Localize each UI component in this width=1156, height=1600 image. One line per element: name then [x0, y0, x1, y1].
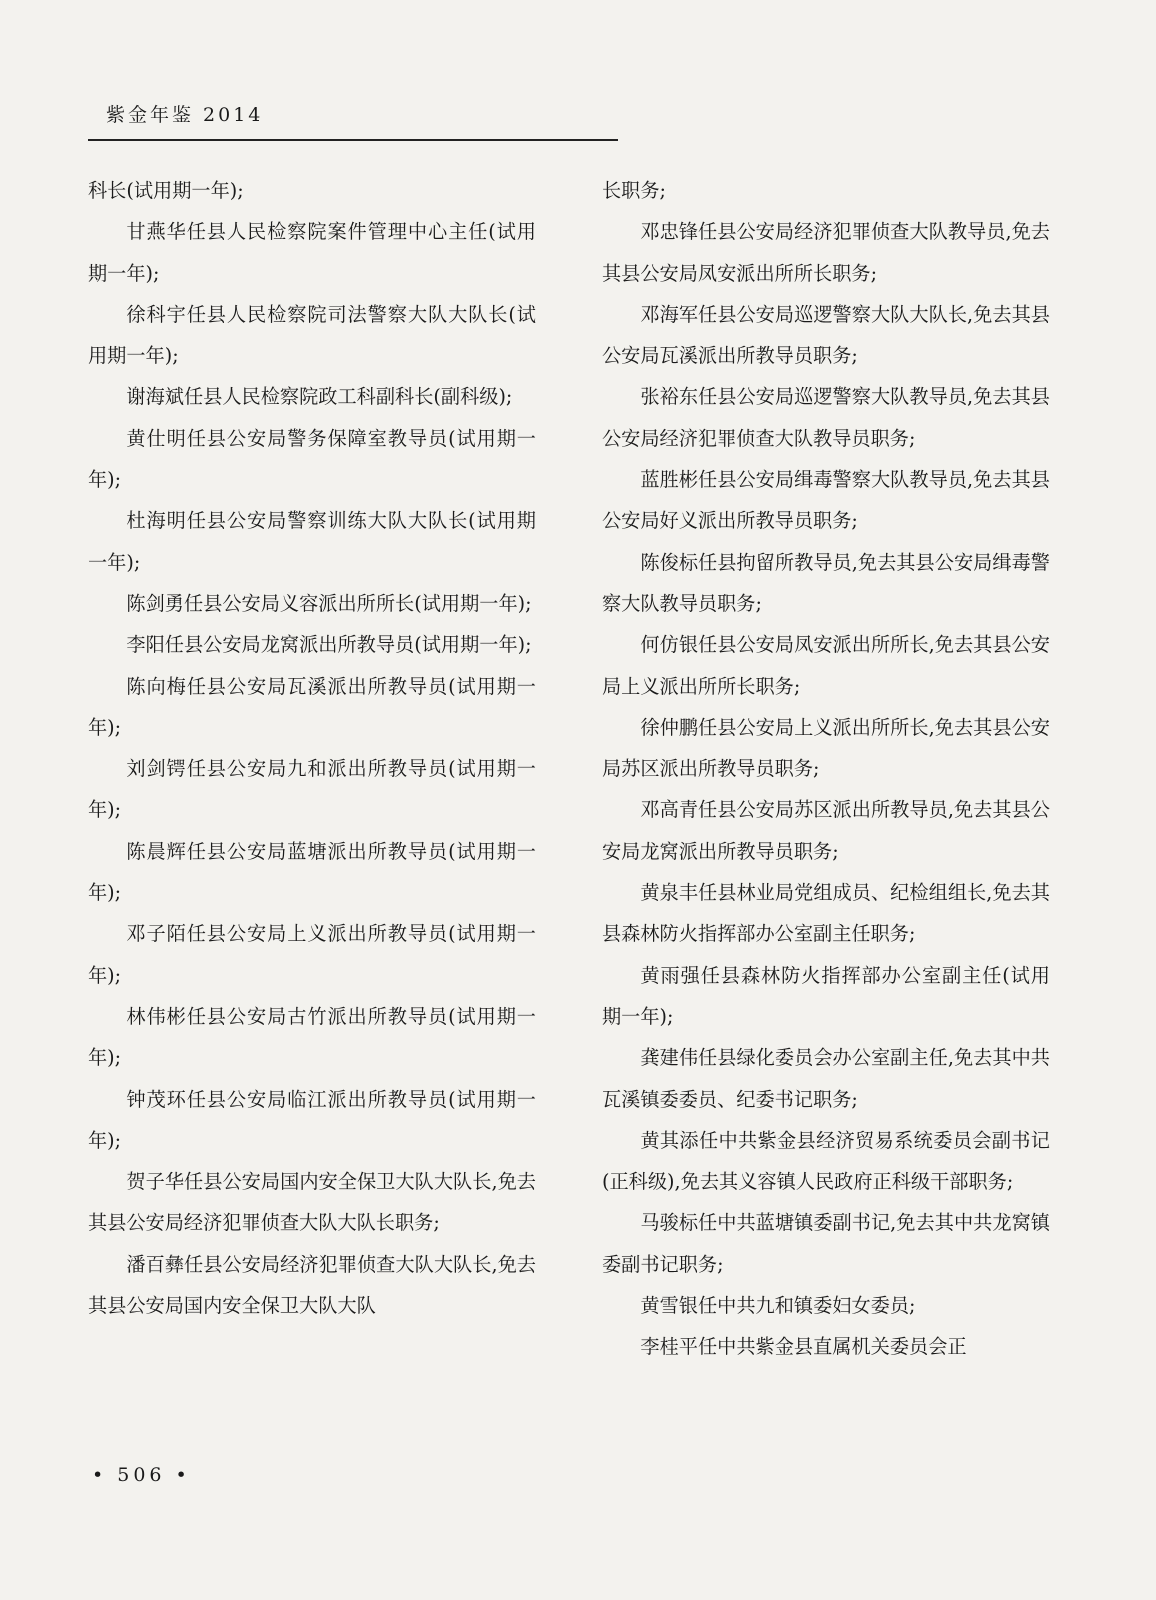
paragraph: 何仿银任县公安局凤安派出所所长,免去其县公安局上义派出所所长职务;: [602, 633, 1050, 698]
paragraph: 徐仲鹏任县公安局上义派出所所长,免去其县公安局苏区派出所教导员职务;: [602, 715, 1050, 781]
paragraph: 林伟彬任县公安局古竹派出所教导员(试用期一年);: [88, 1004, 536, 1070]
paragraph: 邓子陌任县公安局上义派出所教导员(试用期一年);: [88, 922, 536, 987]
paragraph: 杜海明任县公安局警察训练大队大队长(试用期一年);: [88, 509, 536, 574]
paragraph: 邓忠锋任县公安局经济犯罪侦查大队教导员,免去其县公安局凤安派出所所长职务;: [602, 220, 1050, 285]
paragraph: 徐科宇任县人民检察院司法警察大队大队长(试用期一年);: [88, 302, 536, 368]
left-column: [88, 170, 536, 1326]
paragraph: 黄雨强任县森林防火指挥部办公室副主任(试用期一年);: [602, 963, 1050, 1028]
paragraph: 李桂平任中共紫金县直属机关委员会正: [640, 1335, 967, 1359]
running-header-title: 紫金年鉴 2014: [106, 104, 264, 126]
paragraph: 李阳任县公安局龙窝派出所教导员(试用期一年);: [126, 633, 532, 657]
paragraph: 陈向梅任县公安局瓦溪派出所教导员(试用期一年);: [88, 674, 536, 739]
page-number: • 506 •: [92, 1464, 191, 1486]
paragraph: 长职务;: [602, 179, 667, 202]
paragraph: 蓝胜彬任县公安局缉毒警察大队教导员,免去其县公安局好义派出所教导员职务;: [602, 468, 1050, 533]
paragraph: 甘燕华任县人民检察院案件管理中心主任(试用期一年);: [88, 220, 536, 285]
paragraph: 黄雪银任中共九和镇委妇女委员;: [640, 1294, 916, 1318]
paragraph: 黄泉丰任县林业局党组成员、纪检组组长,免去其县森林防火指挥部办公室副主任职务;: [602, 881, 1050, 946]
paragraph: 陈剑勇任县公安局义容派出所所长(试用期一年);: [126, 591, 532, 615]
paragraph: 科长(试用期一年);: [88, 179, 244, 202]
paragraph: 贺子华任县公安局国内安全保卫大队大队长,免去其县公安局经济犯罪侦查大队大队长职务;: [88, 1170, 536, 1235]
paragraph: 刘剑锷任县公安局九和派出所教导员(试用期一年);: [88, 757, 536, 822]
paragraph: 谢海斌任县人民检察院政工科副科长(副科级);: [126, 385, 513, 409]
header-rule: [88, 139, 618, 141]
paragraph: 潘百彝任县公安局经济犯罪侦查大队大队长,免去其县公安局国内安全保卫大队大队: [88, 1252, 536, 1318]
paragraph: 黄仕明任县公安局警务保障室教导员(试用期一年);: [88, 426, 536, 492]
paragraph: 邓高青任县公安局苏区派出所教导员,免去其县公安局龙窝派出所教导员职务;: [602, 798, 1050, 863]
paragraph: 龚建伟任县绿化委员会办公室副主任,免去其中共瓦溪镇委委员、纪委书记职务;: [602, 1046, 1050, 1111]
right-column: [602, 170, 1050, 1368]
paragraph: 邓海军任县公安局巡逻警察大队大队长,免去其县公安局瓦溪派出所教导员职务;: [602, 302, 1050, 368]
paragraph: 张裕东任县公安局巡逻警察大队教导员,免去其县公安局经济犯罪侦查大队教导员职务;: [602, 385, 1050, 450]
paragraph: 钟茂环任县公安局临江派出所教导员(试用期一年);: [88, 1087, 536, 1152]
paragraph: 陈晨辉任县公安局蓝塘派出所教导员(试用期一年);: [88, 839, 536, 905]
paragraph: 马骏标任中共蓝塘镇委副书记,免去其中共龙窝镇委副书记职务;: [602, 1211, 1050, 1276]
paragraph: 陈俊标任县拘留所教导员,免去其县公安局缉毒警察大队教导员职务;: [602, 550, 1050, 615]
paragraph: 黄其添任中共紫金县经济贸易系统委员会副书记(正科级),免去其义容镇人民政府正科级干部职务;: [602, 1128, 1050, 1194]
